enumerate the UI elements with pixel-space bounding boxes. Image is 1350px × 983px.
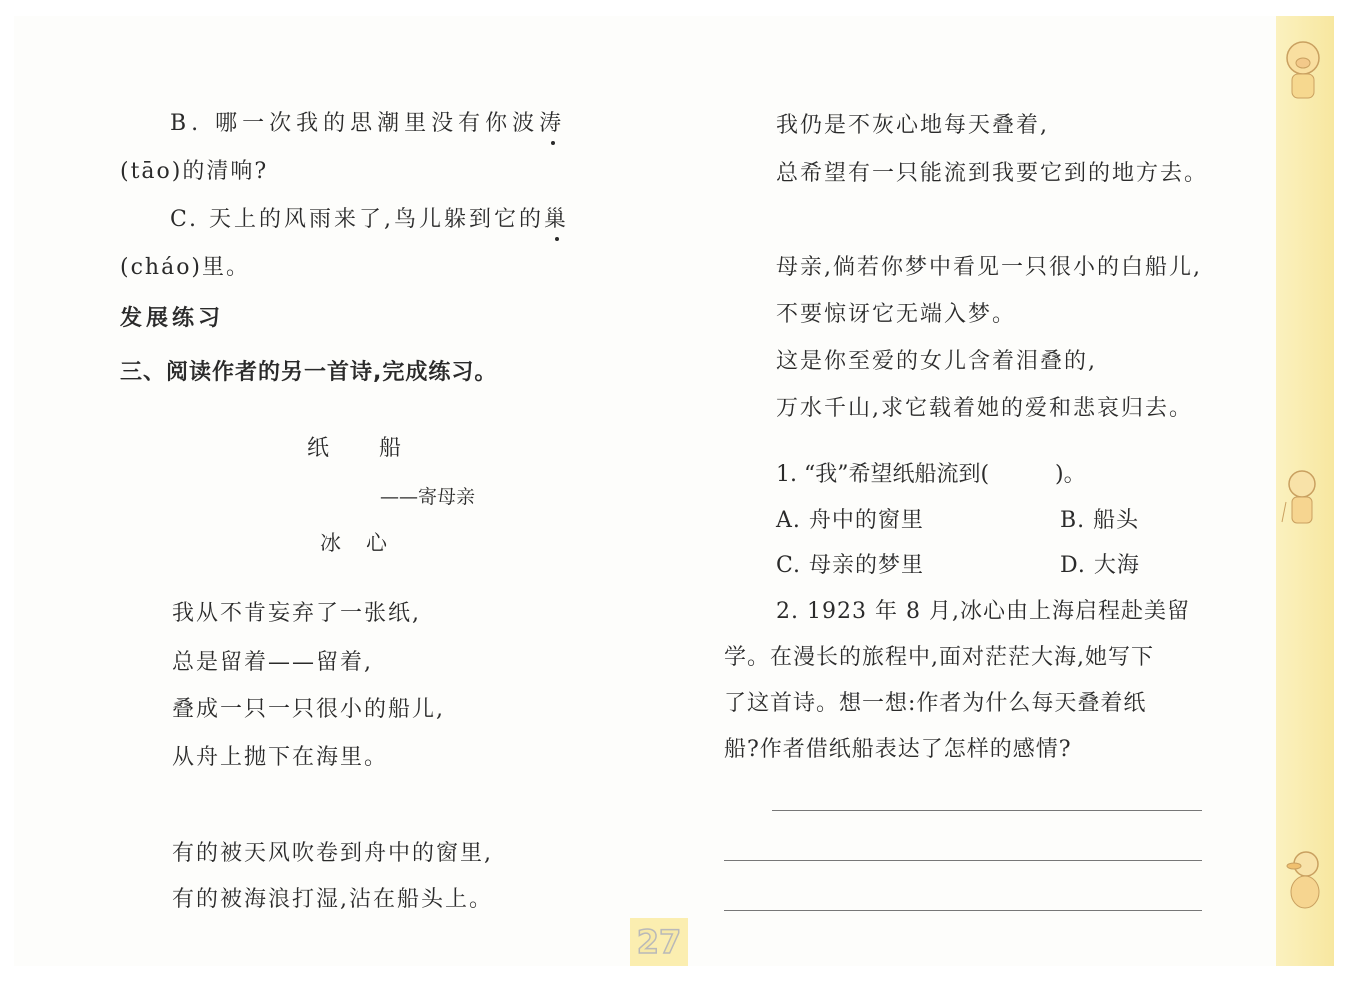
answer-line-1[interactable] (772, 810, 1202, 811)
stanza1-line1: 我从不肯妄弃了一张纸, (172, 601, 421, 626)
question-2-line3: 了这首诗。想一想:作者为什么每天叠着纸 (724, 691, 1147, 716)
poem-author: 冰 心 (320, 531, 389, 555)
question-2-line1: 2. 1923 年 8 月,冰心由上海启程赴美留 (776, 599, 1190, 624)
question-2-line4: 船?作者借纸船表达了怎样的感情? (724, 737, 1072, 762)
question-3-heading: 三、阅读作者的另一首诗,完成练习。 (120, 360, 498, 385)
option-c-line1: C. 天上的风雨来了,鸟儿躲到它的巢 (170, 202, 569, 233)
q1-option-b: B. 船头 (1060, 508, 1140, 533)
decorative-strip (1276, 16, 1334, 966)
question-2-line2: 学。在漫长的旅程中,面对茫茫大海,她写下 (724, 645, 1154, 670)
section-title: 发展练习 (120, 306, 225, 331)
cartoon-cat-icon (1276, 466, 1326, 536)
answer-line-2[interactable] (724, 860, 1202, 861)
poem-title: 纸 船 (307, 436, 404, 461)
option-b-line2: (tāo)的清响? (120, 159, 269, 184)
cartoon-duck-icon (1278, 846, 1328, 916)
cartoon-pig-icon (1278, 36, 1328, 106)
stanza4-line1: 母亲,倘若你梦中看见一只很小的白船儿, (776, 255, 1202, 280)
q1-option-a: A. 舟中的窗里 (776, 508, 924, 533)
stanza3-line2: 总希望有一只能流到我要它到的地方去。 (776, 161, 1209, 186)
emphasized-char-tao: 涛 (539, 106, 566, 137)
stanza1-line2: 总是留着——留着, (172, 650, 373, 675)
option-c-line2: (cháo)里。 (120, 255, 251, 280)
question-1: 1. “我”希望纸船流到( )。 (776, 462, 1086, 487)
q1-option-d: D. 大海 (1060, 553, 1140, 578)
emphasized-char-chao: 巢 (544, 202, 569, 233)
stanza2-line1: 有的被天风吹卷到舟中的窗里, (172, 841, 493, 866)
stanza4-line2: 不要惊讶它无端入梦。 (776, 302, 1017, 327)
stanza3-line1: 我仍是不灰心地每天叠着, (776, 113, 1049, 138)
stanza4-line3: 这是你至爱的女儿含着泪叠的, (776, 349, 1097, 374)
answer-line-3[interactable] (724, 910, 1202, 911)
page-number: 27 (630, 918, 688, 966)
stanza1-line4: 从舟上抛下在海里。 (172, 745, 389, 770)
stanza1-line3: 叠成一只一只很小的船儿, (172, 697, 445, 722)
stanza2-line2: 有的被海浪打湿,沾在船头上。 (172, 887, 493, 912)
poem-subtitle: ——寄母亲 (380, 486, 476, 508)
option-b-line1: B. 哪一次我的思潮里没有你波涛 (170, 106, 566, 137)
q1-option-c: C. 母亲的梦里 (776, 553, 925, 578)
stanza4-line4: 万水千山,求它载着她的爱和悲哀归去。 (776, 396, 1193, 421)
